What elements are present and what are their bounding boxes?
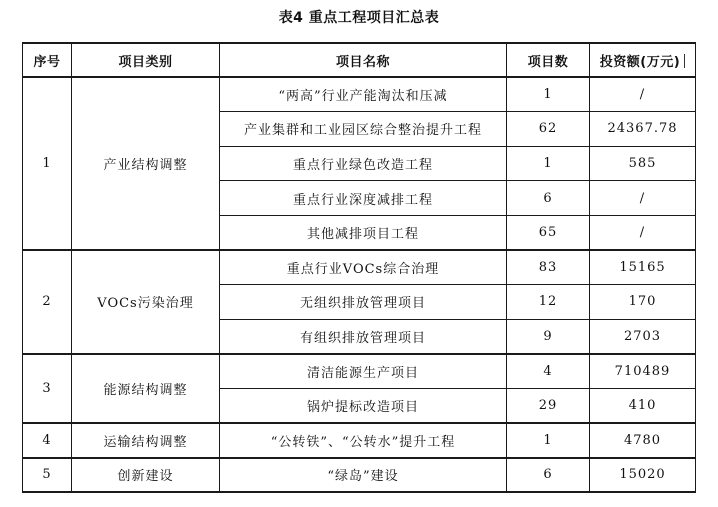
- header-no: 序号: [23, 43, 72, 77]
- project-count: 4: [507, 354, 590, 389]
- project-name: 重点行业绿色改造工程: [220, 146, 507, 181]
- project-name: 锅炉提标改造项目: [220, 388, 507, 423]
- group-category: 运输结构调整: [72, 423, 220, 458]
- project-count: 65: [507, 215, 590, 250]
- project-name: “两高”行业产能淘汰和压减: [220, 77, 507, 112]
- summary-table: [22, 42, 696, 493]
- group-no: 3: [23, 354, 72, 423]
- header-category: 项目类别: [72, 43, 220, 77]
- group-no: 5: [23, 458, 72, 493]
- table-row: [23, 77, 696, 112]
- table-caption: 表4 重点工程项目汇总表: [278, 10, 440, 26]
- project-name: 产业集群和工业园区综合整治提升工程: [220, 112, 507, 147]
- group-no: 2: [23, 250, 72, 354]
- project-count: 62: [507, 112, 590, 147]
- group-no: 4: [23, 423, 72, 458]
- project-invest: /: [590, 215, 696, 250]
- header-name: 项目名称: [220, 43, 507, 77]
- project-count: 29: [507, 388, 590, 423]
- table-row: [23, 250, 696, 285]
- project-name: 其他减排项目工程: [220, 215, 507, 250]
- project-name: “绿岛”建设: [220, 458, 507, 493]
- project-count: 1: [507, 423, 590, 458]
- project-invest: 15020: [590, 458, 696, 493]
- header-row: [23, 43, 696, 77]
- project-invest: 410: [590, 388, 696, 423]
- project-count: 6: [507, 181, 590, 216]
- group-no: 1: [23, 77, 72, 250]
- project-invest: 24367.78: [590, 112, 696, 147]
- project-invest: 170: [590, 285, 696, 320]
- project-invest: 710489: [590, 354, 696, 389]
- header-count: 项目数: [507, 43, 590, 77]
- project-invest: /: [590, 77, 696, 112]
- project-invest: 585: [590, 146, 696, 181]
- project-invest: 15165: [590, 250, 696, 285]
- project-count: 1: [507, 77, 590, 112]
- project-invest: 2703: [590, 319, 696, 354]
- project-count: 12: [507, 285, 590, 320]
- table-row: [23, 354, 696, 389]
- project-name: 无组织排放管理项目: [220, 285, 507, 320]
- project-count: 9: [507, 319, 590, 354]
- text-cursor: [684, 54, 685, 68]
- project-name: 清洁能源生产项目: [220, 354, 507, 389]
- header-invest: 投资额(万元): [590, 43, 696, 77]
- project-count: 83: [507, 250, 590, 285]
- project-count: 6: [507, 458, 590, 493]
- project-count: 1: [507, 146, 590, 181]
- group-category: 产业结构调整: [72, 77, 220, 250]
- table-row: [23, 423, 696, 458]
- group-category: 能源结构调整: [72, 354, 220, 423]
- project-invest: 4780: [590, 423, 696, 458]
- project-name: 重点行业VOCs综合治理: [220, 250, 507, 285]
- group-category: 创新建设: [72, 458, 220, 493]
- project-name: “公转铁”、“公转水”提升工程: [220, 423, 507, 458]
- project-invest: /: [590, 181, 696, 216]
- group-category: VOCs污染治理: [72, 250, 220, 354]
- project-name: 重点行业深度减排工程: [220, 181, 507, 216]
- project-name: 有组织排放管理项目: [220, 319, 507, 354]
- table-row: [23, 458, 696, 493]
